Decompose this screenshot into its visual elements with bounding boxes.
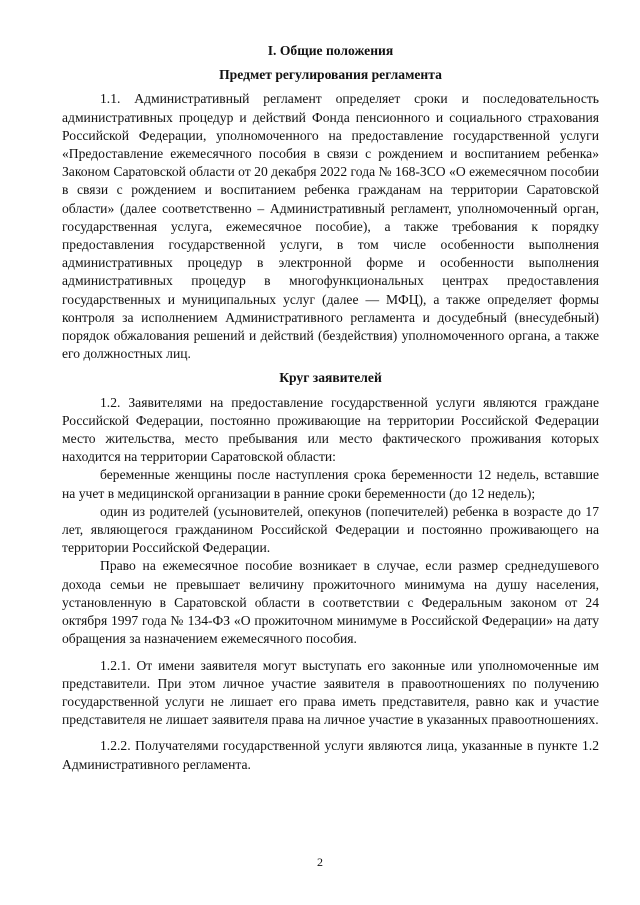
paragraph-1-2-1: 1.2.1. От имени заявителя могут выступать его законные или уполномоченные им представители. При этом личное участие заявителя в правоотношениях по получению государственной услуги не лишает его права иметь представителя, равно как и участие представителя не лишает заявителя права на личное участие в указанных правоотношениях. xyxy=(62,657,599,728)
paragraph-pregnant-women: беременные женщины после наступления срока беременности 12 недель, вставшие на учет в медицинской организации в ранние сроки беременности (до 12 недель); xyxy=(62,467,599,501)
page-number: 2 xyxy=(317,855,323,869)
paragraph-1-1: 1.1. Административный регламент определяет сроки и последовательность административных процедур и действий Фонда пенсионного и социального страхования Российской Федерации, уполномоченного на предоставление государственной услуги «Предоставление ежемесячного пособия в связи с рождением и воспитанием ребенка» Законом Саратовской области от 20 декабря 2022 года № 168-ЗСО «О ежемесячном пособии в связи с рождением и воспитанием ребенка гражданам на территории Саратовской области» (далее соответственно – Административный регламент, уполномоченный орган, государственная услуга, ежемесячное пособие), а также требования к порядку предоставления государственной услуги, в том числе особенности выполнения административных процедур в электронной форме и особенности выполнения административных процедур в многофункциональных центрах предоставления государственных и муниципальных услуг (далее — МФЦ), а также определяет формы контроля за исполнением Административного регламента и досудебный (внесудебный) порядок обжалования решений и действий (бездействия) уполномоченного органа, а также его должностных лиц. xyxy=(62,91,599,362)
paragraph-parent: один из родителей (усыновителей, опекунов (попечителей) ребенка в возрасте до 17 лет, являющегося гражданином Российской Федерации и постоянно проживающего на территории Российской Федерации. xyxy=(62,503,599,556)
section-heading: I. Общие положения xyxy=(267,43,394,58)
paragraph-1-2: 1.2. Заявителями на предоставление государственной услуги являются граждане Российской Федерации, постоянно проживающие на территории Российской Федерации место жительства, место пребывания или место фактического проживания которых находится на территории Саратовской области: xyxy=(62,394,599,465)
paragraph-right-to-benefit: Право на ежемесячное пособие возникает в случае, если размер среднедушевого дохода семьи не превышает величину прожиточного минимума на душу населения, установленную в Саратовской области в соответствии с Федеральным законом от 24 октября 1997 года № 134-ФЗ «О прожиточном минимуме в Российской Федерации» на дату обращения за назначением ежемесячного пособия. xyxy=(62,558,599,647)
paragraph-1-2-2: 1.2.2. Получателями государственной услуги являются лица, указанные в пункте 1.2 Административного регламента. xyxy=(62,738,599,772)
subject-heading: Предмет регулирования регламента xyxy=(219,67,442,83)
applicants-heading: Круг заявителей xyxy=(279,370,382,386)
